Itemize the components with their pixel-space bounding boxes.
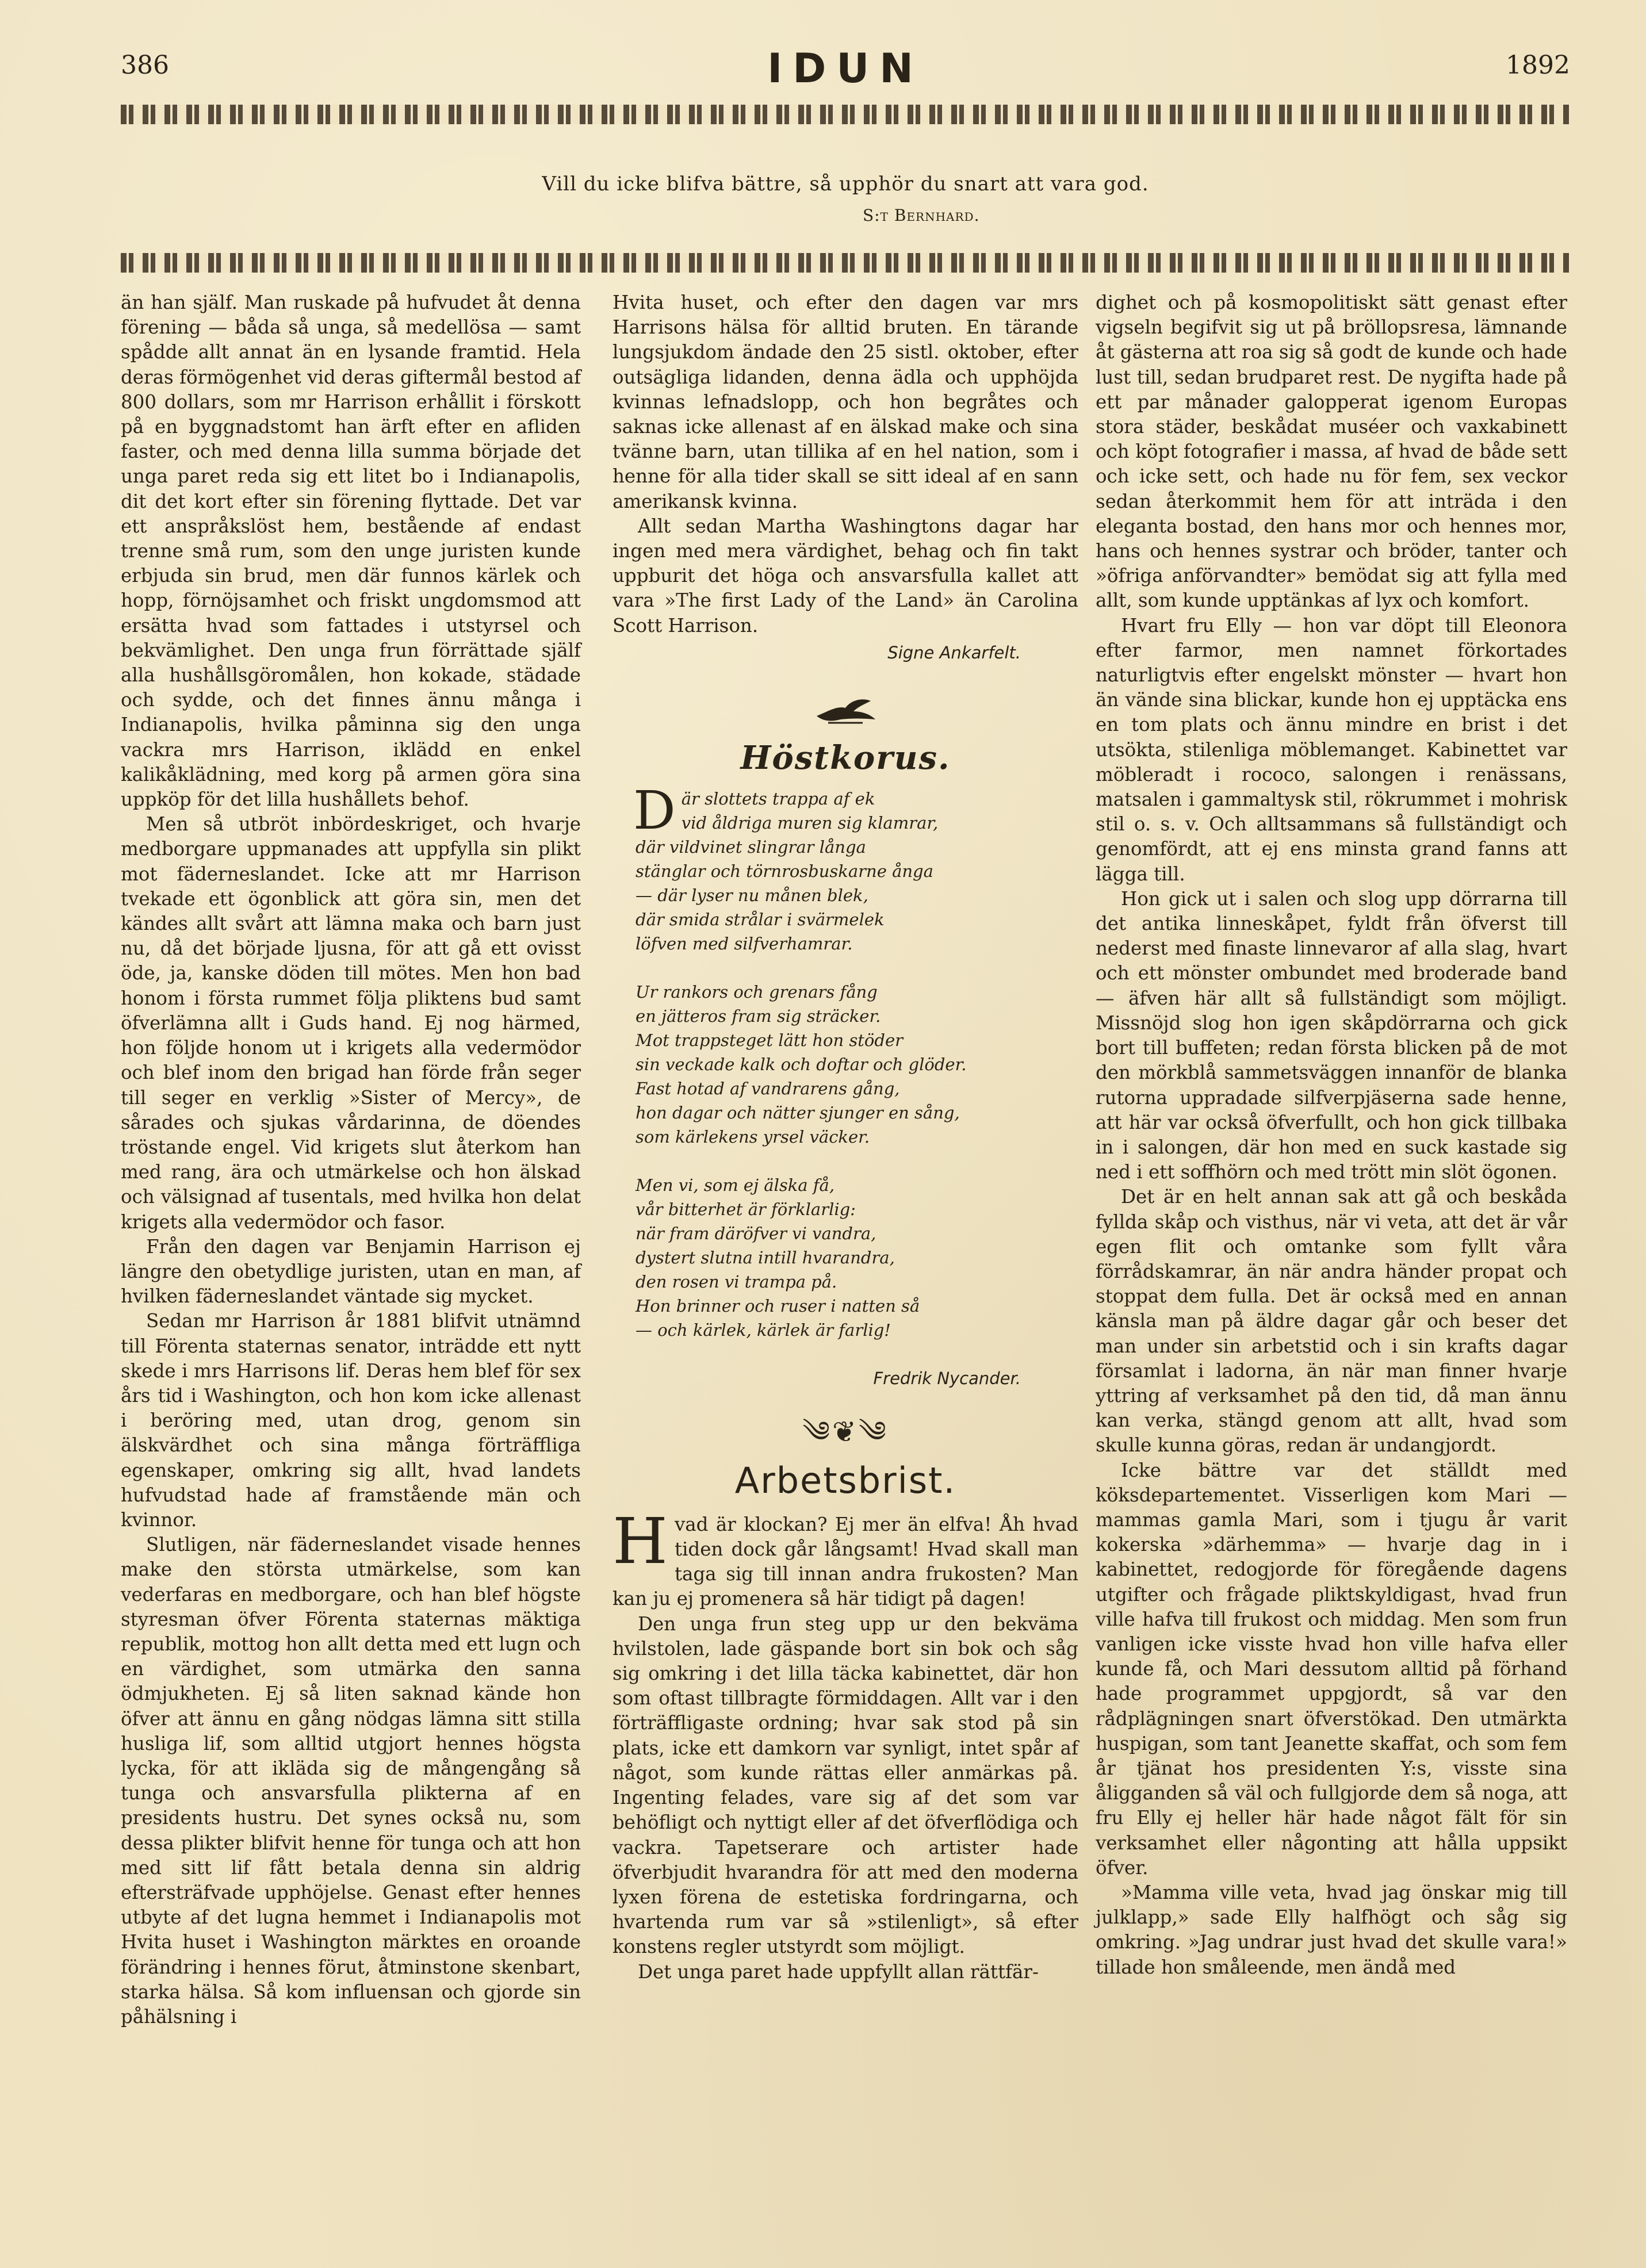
paragraph: Från den dagen var Benjamin Harrison ej längre den obetydlige juristen, utan en man, af hvilken fäderneslandet väntade sig mycket. (121, 1235, 581, 1308)
poem-stanza (633, 780, 1078, 956)
ornamental-border-bottom (121, 253, 1570, 273)
poem-line: Mot trappsteget lätt hon stöder (636, 1030, 903, 1051)
paragraph: »Mamma ville veta, hvad jag önskar mig till julklapp,» sade Elly halfhögt och såg sig omkring. »Jag undrar just hvad det skulle vara!» tillade hon småleende, men ändå med (1096, 1882, 1567, 1978)
poem-line: stänglar och törnrosbuskarne ånga (636, 861, 933, 882)
paragraph: Det unga paret hade uppfyllt allan rättfär- (638, 1960, 1039, 1983)
motto: Vill du icke blifva bättre, så upphör du snart att vara god. (542, 173, 1149, 196)
poem-line: där smida strålar i svärmelek (636, 910, 885, 930)
poem-line: den rosen vi trampa på. (636, 1272, 837, 1292)
poem-line: en jätteros fram sig sträcker. (636, 1006, 881, 1026)
paragraph: Men så utbröt inbördeskriget, och hvarje medborgare uppmanades att uppfylla sin plikt mot fäderneslandet. Icke att mr Harrison tvekade ett ögonblick att göra sin, men det kändes allt svårt att lämna maka och barn just nu, då det började ljusna, för att gå ett ovisst öde, ja, kanske döden till mötes. Men hon bad honom i första rummet följa pliktens bud samt öfverlämna allt i Guds hand. Ej nog härmed, hon följde honom ut i krigets alla vedermödor och blef inom den brigad han förde från seger till seger en verklig »Sister of Mercy», de sårades och sjukas vårdarinna, de döendes tröstande engel. Vid krigets slut återkom han med rang, ära och utmärkelse och hon älskad och välsignad af tusentals, med hvilka hon delat krigets alla vedermödor och fasor. (121, 813, 581, 1233)
poem-line: Hon brinner och ruser i natten så (636, 1296, 920, 1316)
poem-line: vår bitterhet är förklarlig: (636, 1200, 856, 1220)
poem (613, 780, 1078, 1342)
section-title: Arbetsbrist. (734, 1459, 956, 1501)
page-number: 386 (121, 51, 169, 80)
poem-line: där vildvinet slingrar långa (636, 837, 866, 857)
masthead-title: IDUN (767, 45, 924, 92)
paragraph: Hvart fru Elly — hon var döpt till Eleonora efter farmor, men namnet förkortades naturligtvis efter engelskt mönster — hvart hon än vände sina blickar, kunde hon ej upptäcka ens en tom plats och ännu mindre en brist i det utsökta, stilenliga möblemanget. Kabinettet var möbleradt i rococo, salongen i renässans, matsalen i gammaltysk stil, rökrummet i mohrisk stil o. s. v. Och alltsammans så fullständigt och genomfördt, att ej ens minsta grand fanns att lägga till. (1096, 614, 1567, 885)
paragraph: Hvita huset, och efter den dagen var mrs Harrisons hälsa för alltid bruten. En tärande lungsjukdom ändade den 25 sistl. oktober, efter outsägliga lidanden, denna ädla och upphöjda kvinnas lefnadslopp, och hon begråtes och saknas icke allenast af en älskad make och sina tvänne barn, utan tillika af en hel nation, som i henne för alla tider skall se sitt ideal af en sann amerikansk kvinna. (613, 292, 1078, 512)
poem-title: Höstkorus. (740, 739, 951, 777)
signature: Fredrik Nycander. (873, 1369, 1021, 1389)
poem-stanza (636, 1173, 1078, 1342)
drop-cap: D (633, 780, 676, 842)
year: 1892 (1506, 51, 1570, 80)
paragraph: Allt sedan Martha Washingtons dagar har ingen med mera värdighet, behag och fin takt uppburit det höga och ansvarsfulla kallet att vara »The first Lady of the Land» än Carolina Scott Harrison. (613, 515, 1078, 637)
ornament-divider: ༄❦༄ (802, 1415, 889, 1449)
paragraph: Sedan mr Harrison år 1881 blifvit utnämnd till Förenta staternas senator, inträdde ett nytt skede i mrs Harrisons lif. Deras hem blef för sex års tid i Washington, och hon kom icke allenast i beröring med, utan drog, genom sin älskvärdhet och sina många förträffliga egenskaper, omkring sig allt, hvad landets hufvudstad hade af framstående män och kvinnor. (121, 1310, 581, 1531)
paragraph (613, 1504, 1078, 1612)
page-header (121, 45, 1570, 97)
poem-line: Fast hotad af vandrarens gång, (636, 1079, 900, 1099)
poem-line: Men vi, som ej älska få, (636, 1175, 835, 1196)
column-1 (121, 290, 581, 2029)
poem-line: dystert slutna intill hvarandra, (636, 1248, 895, 1268)
motto-author: S:t Bernhard. (863, 206, 980, 225)
poem-line: som kärlekens yrsel väcker. (636, 1127, 870, 1147)
paragraph: Hon gick ut i salen och slog upp dörrarna till det antika linneskåpet, fyldt från öfverst till nederst med finaste linnevaror af alla slag, hvart och ett mönster ombundet med broderade band — äfven här allt så fullständigt som möjligt. Missnöjd slog hon igen skåpdörrarna och gick bort till buffeten; redan första blicken på de mot den mörkblå sammetsväggen innanför de blanka rutorna uppradade silfverpjäserna sade henne, att här var också öfverfullt, och hon gick tillbaka in i salongen, där hon med en suck kastade sig ned i ett soffhörn och med trött min slöt ögonen. (1096, 887, 1567, 1183)
poem-line: hon dagar och nätter sjunger en sång, (636, 1103, 960, 1123)
poem-stanza (636, 980, 1078, 1149)
paragraph-text: vad är klockan? Ej mer än elfva! Åh hvad tiden dock går långsamt! Hvad skall man taga sig till innan andra frukosten? Man kan ju ej promenera så här tidigt på dagen! (613, 1513, 1078, 1610)
poem-line: löfven med silfverhamrar. (636, 934, 853, 954)
paragraph: Icke bättre var det ställdt med köksdepartementet. Visserligen kom Mari — mammas gamla Mari, som i tjugu år varit kokerska »därhemma» — hvarje dag in i kabinettet, redogjorde för föregående dagens utgifter och frågade pliktskyldigast, hvad frun ville hafva till frukost och middag. Men som frun vanligen icke visste hvad hon ville hafva eller kunde få, och Mari dessutom alltid på förhand hade programmet uppgjordt, så var den rådplägningen snart öfverstökad. Den utmärkta huspigan, som tant Jeanette skaffat, och som fem år tjänat hos presidenten Y:s, visste sina åligganden så väl och fullgjorde dem så noga, att fru Elly ej heller här hade något fält för sin verksamhet eller någonting att hålla uppsikt öfver. (1096, 1459, 1567, 1879)
poem-line: Ur rankors och grenars fång (636, 982, 878, 1002)
paragraph: Den unga frun steg upp ur den bekväma hvilstolen, lade gäspande bort sin bok och såg sig omkring i det lilla täcka kabinettet, där hon som oftast tillbragte förmiddagen. Allt var i den förträffligaste ordning; hvar sak stod på sin plats, icke ett damkorn var synligt, intet spår af något, som kunde rättas eller anmärkas på. Ingenting felades, vare sig af det som var behöfligt och nyttigt eller af det öfverflödiga och vackra. Tapetserare och artister hade öfverbjudit hvarandra för att med den moderna lyxen förena de estetiska fordringarna, och hvartenda rum var så »stilenligt», så efter konstens regler utstyrdt som möjligt. (613, 1612, 1078, 1958)
paragraph: dighet och på kosmopolitiskt sätt genast efter vigseln begifvit sig ut på bröllopsresa, lämnande åt gästerna att roa sig så godt de kunde och hade lust till, sedan brudparet rest. De nygifta hade på ett par månader galopperat igenom Europas stora städer, beskådat muséer och vaxkabinett och köpt fotografier i massa, af hvad de både sett och icke sett, och hade nu för fem, sex veckor sedan återkommit hem för att inträda i den eleganta bostad, den hans mor och hennes mor, hans och hennes systrar och bröder, tanter och »öfriga anförvandter» bemödat sig att fylla med allt, som kunde upptänkas af lyx och komfort. (1096, 292, 1567, 612)
signature: Signe Ankarfelt. (887, 642, 1021, 662)
paragraph: Slutligen, när fäderneslandet visade hennes make den största utmärkelse, som kan vederfaras en medborgare, och han blef högste styresman öfver Förenta staternas mäktiga republik, mottog hon allt detta med ett lugn och en värdighet, som utmärka den sanna ödmjukheten. Ej så liten saknad kände hon öfver att ännu en gång nödgas lämna sitt stilla husliga lif, som alltid utgjort hennes högsta lycka, för att ikläda sig de mångengång så tunga och ansvarsfulla plikterna af en presidents hustru. Det synes också nu, som dessa plikter blifvit henne för tunga och att hon med sitt lif fått betala denna sin aldrig eftersträfvade upphöjelse. Genast efter hennes utbyte af det lugna hemmet i Indianapolis mot Hvita huset i Washington märktes en oroande förändring i hennes förut, åtminstone skenbart, starka hälsa. Så kom influensan och gjorde sin påhälsning i (121, 1534, 581, 2028)
poem-line: är slottets trappa af ek (681, 789, 875, 809)
ornamental-border-top (121, 105, 1570, 124)
poem-line: — där lyser nu månen blek, (636, 886, 868, 906)
poem-line: sin veckade kalk och doftar och glöder. (636, 1055, 967, 1075)
poem-line: vid åldriga muren sig klamrar, (681, 813, 939, 833)
poem-line: — och kärlek, kärlek är farlig! (636, 1320, 891, 1340)
paragraph: Det är en helt annan sak att gå och beskåda fyllda skåp och visthus, när vi veta, att det är vår egen flit och omtanke som fyllt våra förrådskamrar, än när andra händer propat och stoppat dem fulla. Det är också med en annan känsla man på äldre dagar går och beser det man under sin arbetstid och i sin krafts dagar församlat i ladorna, än när man finner hvarje yttring af verksamhet på den tid, då man ännu kan verka, stängd genom att allt, hvad som skulle kunna göras, redan är undangjordt. (1096, 1186, 1567, 1457)
drop-cap: H (613, 1504, 668, 1578)
paragraph: än han själf. Man ruskade på hufvudet åt denna förening — båda så unga, så medellösa — samt spådde allt annat än en lysande framtid. Hela deras förmögenhet vid deras giftermål bestod af 800 dollars, som mr Harrison erhållit i förskott på en byggnadstomt han ärft efter en afliden faster, och med denna lilla summa började det unga paret reda sig ett litet bo i Indianapolis, dit det kort efter sin förening flyttade. Det var ett anspråkslöst hem, bestående af endast trenne små rum, som den unge juristen kunde erbjuda sin brud, men där funnos kärlek och hopp, förnöjsamhet och friskt ungdomsmod att ersätta hvad som fattades i utstyrsel och bekvämlighet. Den unga frun förrättade själf alla hushållsgöromålen, hon kokade, städade och sydde, och det finnes ännu många i Indianapolis, hvilka påminna sig den unga vackra mrs Harrison, iklädd en enkel kalikåklädning, med korg på armen göra sina uppköp för det lilla hushållets behof. (121, 292, 581, 811)
column-3 (1096, 290, 1567, 1980)
bird-vignette (613, 694, 1078, 729)
column-2 (613, 290, 1078, 1984)
poem-line: när fram däröfver vi vandra, (636, 1224, 876, 1244)
